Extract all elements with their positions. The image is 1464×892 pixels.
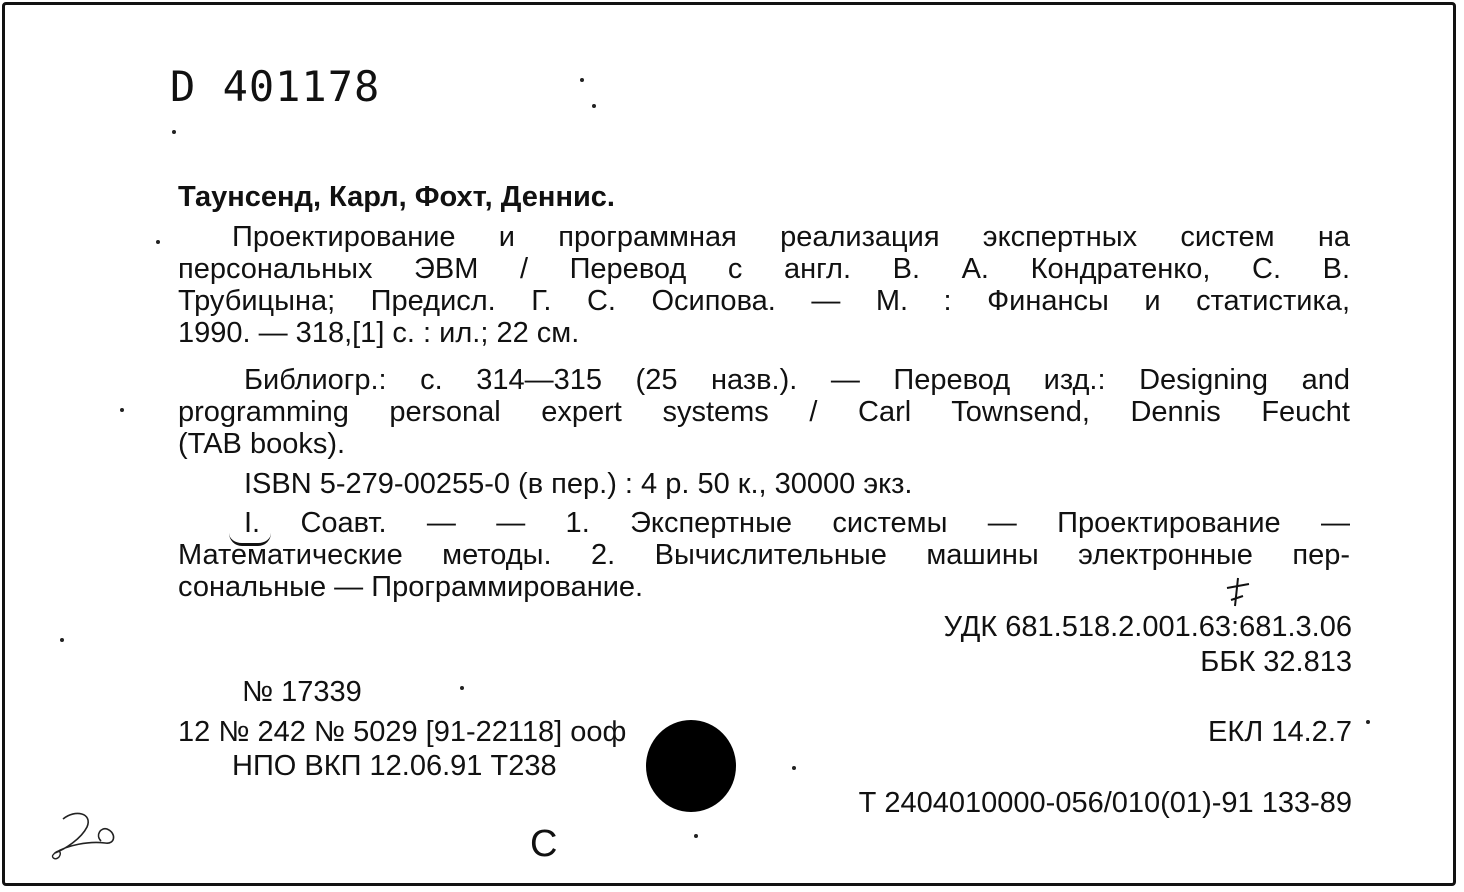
bibliography-line: Библиогр.: с. 314—315 (25 назв.). — Перевод изд.: Designing and bbox=[244, 364, 1350, 396]
tracing-line: Математические методы. 2. Вычислительные машины электронные пер- bbox=[178, 539, 1350, 571]
speck bbox=[792, 766, 796, 770]
speck bbox=[1366, 720, 1370, 724]
description-line: 1990. — 318,[1] с. : ил.; 22 см. bbox=[178, 317, 580, 349]
t-code: Т 2404010000-056/010(01)-91 133-89 bbox=[858, 787, 1352, 819]
description-line: Проектирование и программная реализация экспертных систем на bbox=[232, 221, 1350, 253]
description-line: персональных ЭВМ / Перевод с англ. В. А. Кондратенко, С. В. bbox=[178, 253, 1350, 285]
description-line: Трубицына; Предисл. Г. С. Осипова. — М. : Финансы и статистика, bbox=[178, 285, 1350, 317]
letter-mark: С bbox=[530, 823, 558, 865]
subject-tracings bbox=[178, 507, 1350, 603]
speck bbox=[172, 130, 176, 134]
speck bbox=[120, 408, 124, 412]
speck bbox=[156, 240, 160, 244]
isbn-line: ISBN 5-279-00255-0 (в пер.) : 4 р. 50 к., 30000 экз. bbox=[244, 468, 913, 500]
udk-classification: УДК 681.518.2.001.63:681.3.06 bbox=[943, 611, 1352, 643]
record-number: № 17339 bbox=[242, 676, 362, 708]
speck bbox=[694, 834, 698, 838]
tracing-line: сональные — Программирование. bbox=[178, 571, 644, 603]
speck bbox=[460, 686, 464, 690]
title-description bbox=[178, 221, 1350, 349]
registry-numbers: 12 № 242 № 5029 [91-22118] ооф bbox=[178, 716, 627, 748]
speck bbox=[580, 78, 584, 82]
punch-hole bbox=[646, 720, 736, 812]
call-number: D 401178 bbox=[170, 62, 381, 111]
bibliography-line: programming personal expert systems / Carl Townsend, Dennis Feucht bbox=[178, 396, 1350, 428]
speck bbox=[592, 104, 596, 108]
handwritten-cross-mark bbox=[1223, 576, 1253, 610]
tracing-line: I. Соавт. — — 1. Экспертные системы — Проектирование — bbox=[244, 507, 1350, 539]
handwritten-underline-mark bbox=[229, 533, 271, 546]
bibliography-note bbox=[178, 364, 1350, 460]
handwritten-signature-icon bbox=[45, 805, 120, 865]
bbk-classification: ББК 32.813 bbox=[1200, 646, 1352, 678]
npo-stamp: НПО ВКП 12.06.91 Т238 bbox=[232, 750, 557, 782]
speck bbox=[60, 638, 64, 642]
ekl-classification: ЕКЛ 14.2.7 bbox=[1208, 716, 1352, 748]
author-heading: Таунсенд, Карл, Фохт, Деннис. bbox=[178, 181, 615, 213]
bibliography-line: (TAB books). bbox=[178, 428, 346, 460]
